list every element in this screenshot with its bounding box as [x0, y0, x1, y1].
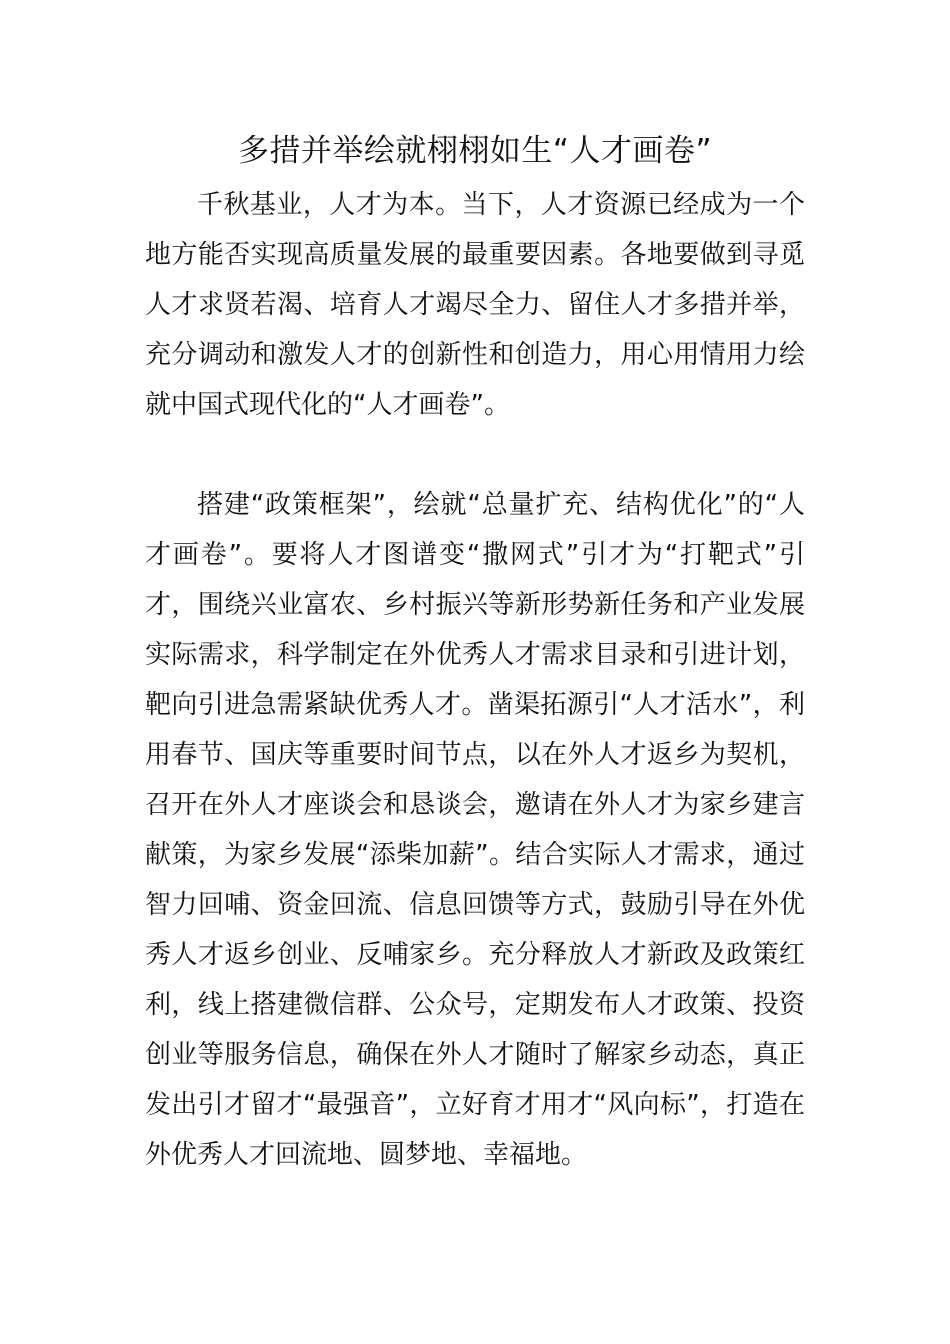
- paragraph-policy-framework: 搭建“政策框架”，绘就“总量扩充、结构优化”的“人才画卷”。要将人才图谱变“撒网式”引才为“打靶式”引才，围绕兴业富农、乡村振兴等新形势新任务和产业发展实际需求，科学制定在外优秀人才需求目录和引进计划，靶向引进急需紧缺优秀人才。凿渠拓源引“人才活水”，利用春节、国庆等重要时间节点，以在外人才返乡为契机，召开在外人才座谈会和恳谈会，邀请在外人才为家乡建言献策，为家乡发展“添柴加薪”。结合实际人才需求，通过智力回哺、资金回流、信息回馈等方式，鼓励引导在外优秀人才返乡创业、反哺家乡。充分释放人才新政及政策红利，线上搭建微信群、公众号，定期发布人才政策、投资创业等服务信息，确保在外人才随时了解家乡动态，真正发出引才留才“最强音”，立好育才用才“风向标”，打造在外优秀人才回流地、圆梦地、幸福地。: [145, 490, 805, 1170]
- document-body: [145, 128, 805, 1180]
- document-title: 多措并举绘就栩栩如生“人才画卷”: [237, 133, 713, 169]
- paragraph-intro: 千秋基业，人才为本。当下，人才资源已经成为一个地方能否实现高质量发展的最重要因素。各地要做到寻觅人才求贤若渴、培育人才竭尽全力、留住人才多措并举，充分调动和激发人才的创新性和创造力，用心用情用力绘就中国式现代化的“人才画卷”。: [145, 190, 805, 420]
